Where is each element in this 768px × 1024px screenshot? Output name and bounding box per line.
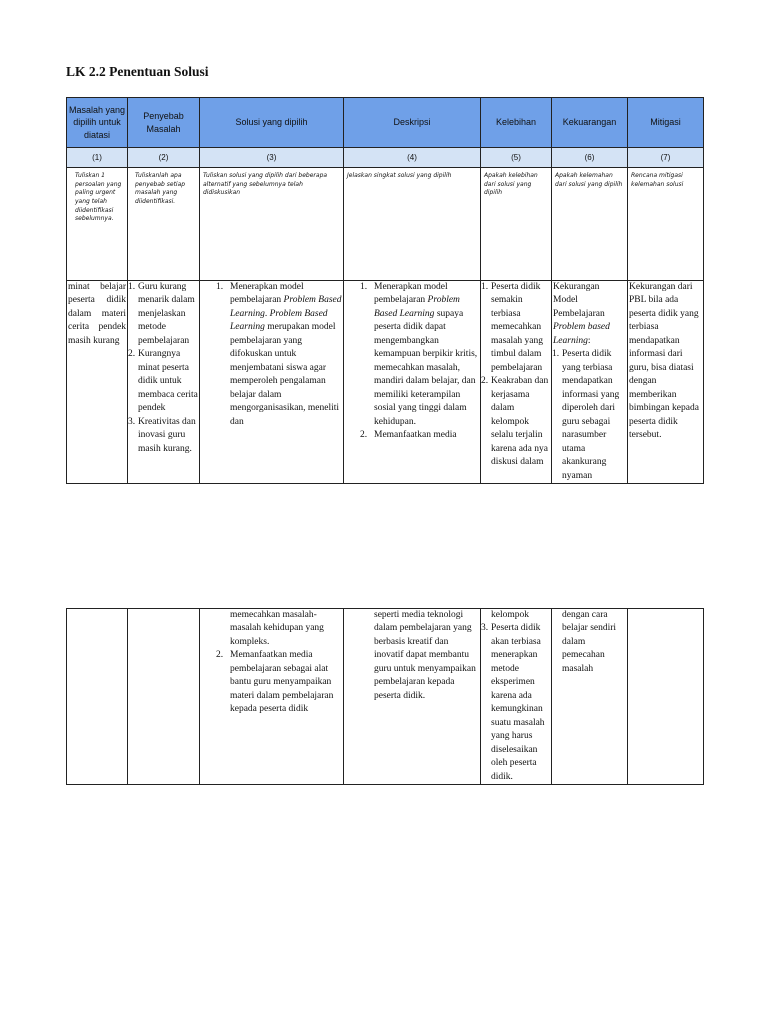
instruction-cell: Tuliskan 1 persoalan yang paling urgent yang telah diidentifikasi sebelumnya. <box>67 168 128 281</box>
header-mitigasi: Mitigasi <box>628 98 704 148</box>
list-item: 3. Peserta didik akan terbiasa menerapkan metode eksperimen karena ada kemungkinan suatu masalah yang harus diselesaikan oleh peserta didik. <box>481 623 545 782</box>
solusi-continued-text: memecahkan masalah-masalah kehidupan yang kompleks. <box>230 610 324 647</box>
kekurangan-cell <box>552 609 628 785</box>
deskripsi-cell <box>344 609 481 785</box>
mitigasi-text: Kekurangan dari PBL bila ada peserta didik yang terbiasa mendapatkan informasi dari guru, bisa diatasi dengan memberikan bimbingan kepada peserta didik tersebut. <box>629 282 699 441</box>
masalah-cell <box>67 609 128 785</box>
header-kelebihan: Kelebihan <box>481 98 552 148</box>
kelebihan-cell <box>481 609 552 785</box>
kekurangan-list <box>552 348 627 483</box>
penyebab-list <box>128 281 199 456</box>
instruction-cell: Tuliskanlah apa penyebab setiap masalah yang diidentifikasi. <box>128 168 200 281</box>
list-item: 1. Menerapkan model pembelajaran Problem Based Learning supaya peserta didik dapat mengembangkan kemampuan berpikir kritis, memecahkan masalah, mandiri dalam belajar, dan memiliki keterampilan sosial yang tinggi dalam kehidupan. <box>360 282 478 427</box>
kekurangan-intro: Kekurangan Model Pembelajaran Problem based Learning: <box>553 282 610 346</box>
list-item: 1. Menerapkan model pembelajaran Problem Based Learning. Problem Based Learning merupakan model pembelajaran yang difokuskan untuk menjembatani siswa agar memperoleh pengalaman belajar dalam mengorganisasikan, meneliti dan <box>216 282 342 427</box>
list-item: 2. Keakraban dan kerjasama dalam kelompok selalu terjalin karena ada nya diskusi dalam <box>481 376 549 468</box>
list-item: 1. Peserta didik yang terbiasa mendapatkan informasi yang diperoleh dari guru sebagai narasumber utama akankurang nyaman <box>552 349 620 481</box>
list-item: 1. Peserta didik semakin terbiasa memecahkan masalah yang timbul dalam pembelajaran <box>481 282 543 373</box>
instruction-cell: Jelaskan singkat solusi yang dipilih <box>344 168 481 281</box>
solusi-list <box>200 649 343 716</box>
list-item: 2. Memanfaatkan media pembelajaran sebagai alat bantu guru menyampaikan materi dalam pembelajaran kepada peserta didik <box>216 650 334 715</box>
instruction-cell: Apakah kelemahan dari solusi yang dipilih <box>552 168 628 281</box>
column-number: (7) <box>628 148 704 168</box>
solution-table-continued <box>66 608 704 785</box>
column-number: (1) <box>67 148 128 168</box>
column-number: (3) <box>200 148 344 168</box>
solusi-cell <box>200 609 344 785</box>
list-item: 3. Kreativitas dan inovasi guru masih kurang. <box>128 416 196 454</box>
deskripsi-list <box>344 281 480 443</box>
page-title: LK 2.2 Penentuan Solusi <box>66 64 209 79</box>
header-deskripsi: Deskripsi <box>344 98 481 148</box>
kelebihan-cell <box>481 281 552 484</box>
column-number: (5) <box>481 148 552 168</box>
kelebihan-continued-text: kelompok <box>491 610 529 620</box>
masalah-text: minat belajar peserta didik dalam materi cerita pendek masih kurang <box>68 282 126 346</box>
instruction-cell: Apakah kelebihan dari solusi yang dipilih <box>481 168 552 281</box>
deskripsi-cell <box>344 281 481 484</box>
kekurangan-continued-text: dengan cara belajar sendiri dalam pemecahan masalah <box>562 610 617 674</box>
mitigasi-cell <box>628 281 704 484</box>
header-masalah: Masalah yang dipilih untuk diatasi <box>67 98 128 148</box>
header-kekurangan: Kekuarangan <box>552 98 628 148</box>
kelebihan-list <box>481 281 551 470</box>
column-number: (6) <box>552 148 628 168</box>
kelebihan-list <box>481 622 551 784</box>
instruction-cell: Tuliskan solusi yang dipilih dari beberapa alternatif yang sebelumnya telah didiskusikan <box>200 168 344 281</box>
solusi-list <box>200 281 343 429</box>
mitigasi-cell <box>628 609 704 785</box>
header-solusi: Solusi yang dipilih <box>200 98 344 148</box>
list-item: 2. Memanfaatkan media <box>360 430 457 441</box>
penyebab-cell <box>128 609 200 785</box>
instruction-cell: Rencana mitigasi kelemahan solusi <box>628 168 704 281</box>
kekurangan-cell <box>552 281 628 484</box>
solusi-cell <box>200 281 344 484</box>
penyebab-cell <box>128 281 200 484</box>
list-item: 2. Kurangnya minat peserta didik untuk membaca cerita pendek <box>128 349 198 414</box>
solution-table <box>66 97 704 484</box>
deskripsi-continued-text: seperti media teknologi dalam pembelajaran yang berbasis kreatif dan inovatif dapat membantu guru untuk menyampaikan pembelajaran kepada peserta didik. <box>374 610 476 701</box>
list-item: 1. Guru kurang menarik dalam menjelaskan metode pembelajaran <box>128 282 195 346</box>
column-number: (2) <box>128 148 200 168</box>
header-penyebab: Penyebab Masalah <box>128 98 200 148</box>
column-number: (4) <box>344 148 481 168</box>
masalah-cell <box>67 281 128 484</box>
